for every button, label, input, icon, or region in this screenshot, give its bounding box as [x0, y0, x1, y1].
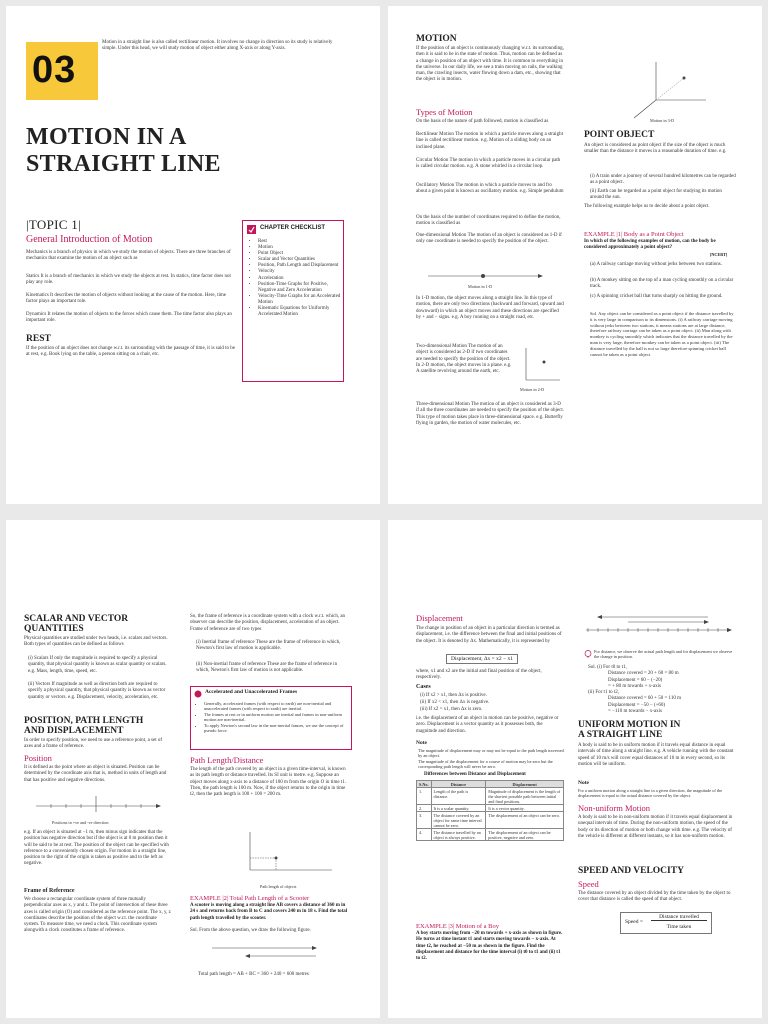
example3-solution-line: (ii) For t1 to t2, — [588, 690, 619, 696]
point-object-text: An object is considered as point object if the size of the object is much smaller than the distance it moves in a reasonable duration of time. e.g. — [584, 143, 727, 155]
mechanics-text: Mechanics is a branch of physics in which we study the motion of objects. There are three branches of mechanics that examine the motion of an object such as — [26, 250, 231, 262]
note-1: The magnitude of displacement may or may not be equal to the path length traversed by an object. — [418, 748, 564, 759]
three-d-caption: Motion in 3-D — [650, 118, 675, 123]
chapter-intro: Motion in a straight line is also called rectilinear motion. It involves no change in direction so its study is relatively simple. Under this head, we will study motion of object either along X-axis or along Y-axis. — [102, 40, 333, 52]
accelerated-frames-item: • Generally, accelerated frames (with respect to earth) are non-inertial and unaccelerated frames (with respect to earth) are inertial. — [204, 701, 354, 712]
statics-text: Statics It is a branch of mechanics in which we study the objects at rest. In statics, time factor does not play any role. — [26, 274, 231, 286]
lightbulb-icon — [584, 650, 592, 658]
uniform-heading-line2: A STRAIGHT LINE — [578, 730, 663, 740]
checklist-item: • Motion — [258, 245, 346, 251]
position-number-line — [36, 792, 166, 820]
table-cell: The distance covered by an object for same time interval cannot be zero. — [431, 812, 486, 829]
table-cell: The displacement of an object can be positive, negative and zero. — [486, 829, 564, 841]
position-figure-caption: Positions in +ve and -ve direction — [52, 820, 109, 825]
coords-text: On the basis of the number of coordinates required to define the motion, motion is classified as — [416, 215, 561, 227]
example3-solution-line: Displacement = 60 − (−20) — [608, 677, 663, 683]
table-row — [417, 805, 564, 812]
topic-title: General Introduction of Motion — [26, 234, 153, 245]
one-d-text: One-dimensional Motion The motion of an object is considered as 1-D if only one coordinate is needed to specify the position of the object. — [416, 233, 562, 245]
example3-solution-line: Sol. (i) For t0 to t1, — [588, 665, 627, 670]
example3-solution-line: = + 80 m towards + x-axis — [608, 683, 661, 689]
checklist-item: • Kinematic Equations for Uniformly Accelerated Motion — [258, 306, 346, 318]
speed-text: The distance covered by an object divided by the time taken by the object to cover that distance is called the speed of that object. — [578, 891, 731, 903]
circular-text: Circular Motion The motion in which a particle moves in a circular path is called circular motion. e.g. A stone whirled in a circular loop. — [416, 158, 561, 170]
non-uniform-subheading: Non-uniform Motion — [578, 803, 651, 813]
position-text: It is defined as the point where an object is situated. Position can be determined by the coordinate axis that is, method in units of length and that has positive and negative directions. — [24, 765, 167, 783]
types-text: On the basis of the nature of path followed, motion is classified as — [416, 119, 549, 124]
note-heading: Note — [416, 740, 427, 746]
table-title: Differences between Distance and Displacement — [424, 772, 526, 777]
info-icon — [194, 690, 202, 698]
frame-text: We choose a rectangular coordinate system of three mutually perpendicular axes as x, y and z. The point of intersection of these three axes is called origin (O) and considered as the reference point. The x, y, z coordinates describe the position of the object w.r.t. the coordinate system. To measure time, we need a clock. This coordinate system alongwith a clock constitutes a frame of reference. — [24, 897, 171, 934]
example3-solution — [588, 665, 734, 715]
position-intro-text: In order to specify position, we need to use a reference point, a set of axes and a frame of reference. — [24, 738, 163, 750]
table-cell: The distance travelled by an object is always positive. — [431, 829, 486, 841]
displacement-equation: Displacement, Δx = x2 − x1 — [446, 654, 518, 664]
chapter-title-line1: MOTION IN A — [26, 124, 187, 150]
kinematics-text: Kinematics It describes the motion of objects without looking at the cause of the motion. Here, time factor plays an important role. — [26, 293, 226, 305]
cases-text: i.e. the displacement of an object in motion can be positive, negative or zero. Displacement is a vector quantity as it possesses both, the magnitude and direction. — [416, 716, 559, 734]
frame-text-2: So, the frame of reference is a coordinate system with a clock w.r.t. which, an observer can describe the position, displacement, acceleration of an object. Frame of reference are of two types — [190, 614, 346, 632]
note-2: The magnitude of the displacement for a course of motion may be zero but the corresponding path length will never be zero. — [418, 759, 553, 770]
checklist-item: • Position-Time Graphs for Positive, Negative and Zero Acceleration — [258, 282, 346, 294]
path-length-text: The length of the path covered by an object in a given time-interval, is known as its path length or distance travelled. Its SI unit is metre. e.g. Suppose an object moves along x-axis to a distance of 100 m from the origin O in time t1. Then, the path length is 100 m. Now, if the object returns to the origin in time t2, then the path length is 100 + 100 = 200 m. — [190, 767, 346, 798]
position-heading-line2: AND DISPLACEMENT — [24, 726, 124, 736]
path-length-figure — [236, 830, 336, 882]
point-object-heading: POINT OBJECT — [584, 130, 655, 140]
table-cell: 3. — [417, 812, 432, 829]
displacement-subheading: Displacement — [416, 613, 463, 623]
example1-option-b: (b) A monkey sitting on the top of a man cycling smoothly on a circular track. — [590, 278, 734, 290]
page-3 — [6, 520, 380, 1018]
checklist-item: • Point Object — [258, 251, 346, 257]
frame-heading: Frame of Reference — [24, 888, 75, 894]
checklist-icon — [247, 225, 257, 235]
example3-solution-line: Displacement = −50 − (+60) — [608, 702, 666, 708]
scalar-text: Physical quantities are studied under two heads, i.e. scalars and vectors. Both types of quantities can be defined as follows — [24, 636, 168, 648]
chapter-number: 03 — [32, 49, 77, 91]
rest-text: If the position of an object does not change w.r.t. its surrounding with the passage of time, it is said to be at rest, e.g. Book lying on the table, a person sitting on a chair, etc. — [26, 346, 235, 358]
uniform-text: A body is said to be in uniform motion if it travels equal distance in equal intervals of time along a straight line. e.g. A vehicle running with the constant speed of 10 m/s will cover equal distances of 10 m in every second, so its motion will be uniform. — [578, 743, 734, 767]
position-heading-line1: POSITION, PATH LENGTH — [24, 716, 144, 726]
example3-question: A boy starts moving from −20 m towards + x-axis as shown in figure. He turns at time instant t1 and starts moving towards − x-axis. At time t2, he reached at −50 m as shown in the figure. Find the displacement and distance for the time interval (i) t0 to t1 and (ii) t1 to t2. — [416, 931, 563, 962]
case-3: (iii) If x2 = x1, then Δx is zero. — [420, 707, 483, 712]
dynamics-text: Dynamics It relates the motion of objects to the forces which cause them. The time factor also plays an important role. — [26, 312, 232, 324]
example1-option-a: (a) A railway carriage moving without jerks between two stations. — [590, 262, 722, 267]
table-cell: The displacement of an object can be zero. — [486, 812, 564, 829]
accelerated-frames-box — [190, 686, 352, 750]
table-cell: It is a vector quantity. — [486, 805, 564, 812]
example3-figure-note: For distance, we observe the actual path length and for displacement we observe the change in position. — [594, 649, 733, 660]
table-row — [417, 788, 564, 805]
note2-heading: Note — [578, 780, 589, 786]
point-object-item-1: (i) A train under a journey of several hundred kilometres can be regarded as a point object. — [590, 174, 736, 186]
position-text-2: e.g. If an object is situated at −1 m, then minus sign indicates that the position has negative direction but if the object is at 0 m position then it will be said to be at rest. The position of the object can be specified with reference to a conveniently chosen origin. For motion in a straight line, position to the right of the origin is taken as positive and to the left as negative. — [24, 830, 169, 867]
checklist-title: CHAPTER CHECKLIST — [260, 225, 326, 231]
example1-tag: [NCERT] — [710, 252, 728, 257]
table-row — [417, 829, 564, 841]
scalar-heading-line2: QUANTITIES — [24, 624, 84, 634]
position-subheading: Position — [24, 753, 52, 763]
table-header-row — [417, 781, 564, 788]
table-cell: Magnitude of displacement is the length of the shortest possible path between initial and final positions. — [486, 788, 564, 805]
example1-question: In which of the following examples of motion, can the body be considered approximately a point object? — [584, 239, 716, 251]
example3-solution-line: = −110 m towards − x-axis — [608, 709, 662, 715]
path-length-subheading: Path Length/Distance — [190, 755, 264, 765]
example3-title: EXAMPLE |3| Motion of a Boy — [416, 923, 499, 930]
cases-heading: Cases — [416, 684, 431, 690]
example3-figure — [584, 612, 734, 642]
three-d-text: Three-dimensional Motion The motion of an object is considered as 3-D if all the three coordinates are needed to specify the position of the object. This type of motion takes place in three-dimensional space. e.g. Butterfly flying in garden, the motion of water molecules, etc. — [416, 402, 565, 426]
accelerated-frames-item: • The frames at rest or in uniform motion are inertial and frames in non-uniform motion are non-inertial. — [204, 712, 354, 723]
table-row — [417, 812, 564, 829]
speed-formula-denominator: Time taken — [666, 924, 692, 930]
non-inertial-frame-text: (ii) Non-inertial frame of reference These are the frame of reference in which, Newton's first law of motion is not applicable. — [196, 662, 338, 674]
note2-text: For a uniform motion along a straight line in a given direction, the magnitude of the displacement is equal to the actual distance covered by the object. — [578, 788, 723, 799]
table-header-cell: Displacement — [486, 781, 564, 788]
checklist-items — [251, 239, 346, 318]
path-length-caption: Path length of objects — [260, 884, 297, 889]
types-heading: Types of Motion — [416, 107, 473, 117]
chapter-number-badge — [26, 42, 98, 100]
two-d-text: Two-dimensional Motion The motion of an object is considered as 2-D if two coordinates are needed to specify the position of the object. In 2-D motion, the object moves in a plane. e.g. A satellite revolving around the earth, etc. — [416, 344, 512, 375]
three-d-figure — [626, 60, 716, 120]
speed-velocity-heading: SPEED AND VELOCITY — [578, 866, 684, 876]
table-cell: 2. — [417, 805, 432, 812]
speed-subheading: Speed — [578, 879, 599, 889]
scalars-text: (i) Scalars If only the magnitude is required to specify a physical quantity, that physical quantity is known as scalar quantity or scalars. e.g. Mass, length, time, speed, etc. — [28, 656, 167, 674]
page-4 — [388, 520, 762, 1018]
table-cell: 1. — [417, 788, 432, 805]
inertial-frame-text: (i) Inertial frame of reference These are the frame of reference in which, Newton's first law of motion is applicable. — [196, 640, 341, 652]
table-header-cell: Distance — [431, 781, 486, 788]
table-cell: Length of the path is distance. — [431, 788, 486, 805]
displacement-text-2: where, x1 and x2 are the initial and final position of the object, respectively. — [416, 669, 542, 681]
example2-solution: Sol. From the above question, we draw the following figure. — [190, 928, 311, 933]
point-object-item-2: (ii) Earth can be regarded as a point object for studying its motion around the sun. — [590, 189, 722, 201]
case-2: (ii) If x2 < x1, then Δx is negative. — [420, 700, 490, 705]
motion-heading: MOTION — [416, 34, 457, 44]
checklist-item: • Position, Path Length and Displacement — [258, 263, 346, 269]
example3-solution-line: Distance covered = 20 + 60 = 80 m — [608, 671, 679, 677]
example1-title: EXAMPLE |1| Body as a Point Object — [584, 231, 684, 238]
two-d-figure — [522, 346, 562, 386]
example2-figure — [206, 938, 326, 966]
page-2 — [388, 6, 762, 504]
chapter-checklist-box — [242, 220, 344, 382]
checklist-item: • Velocity — [258, 269, 346, 275]
oscillatory-text: Oscillatory Motion The motion in which a particle moves to and fro about a given point is known as oscillatory motion. e.g. Simple pendulum — [416, 183, 564, 195]
rest-heading: REST — [26, 334, 51, 344]
example1-solution: Sol. Any object can be considered as a point object if the distance travelled by it is very large in comparison to its dimensions. (i) A railway carriage moving without jerks between two stations, it means stations are at large distance, therefore railway carriage can be taken as a point object. (ii) Man along with monkey is cycling smoothly which indicates that the distance travelled by the man is very large, therefore monkey can be taken as a point object. (iii) The distance travelled by the ball is not so large therefore spinning cricket ball cannot be taken as a point object. — [590, 311, 734, 357]
topic-label: |TOPIC 1| — [26, 217, 81, 232]
case-1: (i) If x2 > x1, then Δx is positive. — [420, 693, 487, 698]
speed-formula-left: Speed = — [625, 919, 643, 925]
two-d-caption: Motion in 2-D — [520, 387, 545, 392]
scalar-heading-line1: SCALAR AND VECTOR — [24, 614, 129, 624]
table-cell: 4. — [417, 829, 432, 841]
displacement-text: The change in position of an object in a particular direction is termed as displacement, i.e. the difference between the final and initial positions of the object. It is denoted by Δx. Mathematically, it is represented by — [416, 626, 562, 644]
table-cell: It is a scalar quantity. — [431, 805, 486, 812]
vectors-text: (ii) Vectors If magnitude as well as direction both are required to specify a physical quantity, that physical quantity is known as vector quantity or vectors. e.g. Displacement, velocity, acceleration, etc. — [28, 682, 166, 700]
motion-text: If the position of an object is continuously changing w.r.t. its surrounding, then it is said to be in the state of motion. Thus, motion can be defined as a change in position of an object with time. It is common to everything in the universe. In our daily life, we see a train moving on rails, the walking man, the crawling insects, water flowing down a dam, etc., showing that the object is in motion. — [416, 46, 564, 83]
uniform-heading-line1: UNIFORM MOTION IN — [578, 720, 681, 730]
table-header-cell: S.No. — [417, 781, 432, 788]
example2-question: A scooter is moving along a straight line AB covers a distance of 360 m in 24 s and returns back from B to C and covers 240 m in 18 s. Find the total path length travelled by the scooter. — [190, 903, 348, 921]
accelerated-frames-items — [197, 701, 354, 733]
checklist-item: • Acceleration — [258, 276, 346, 282]
speed-formula-box — [620, 912, 712, 934]
example3-solution-line: Distance covered = 60 + 50 = 110 m — [608, 696, 681, 702]
chapter-title-line2: STRAIGHT LINE — [26, 151, 221, 177]
one-d-caption: Motion in 1-D — [468, 284, 493, 289]
example2-title: EXAMPLE |2| Total Path Length of a Scooter — [190, 895, 310, 902]
checklist-item: • Rest — [258, 239, 346, 245]
example1-option-c: (c) A spinning cricket ball that turns sharply on hitting the ground. — [590, 294, 723, 299]
point-object-more: The following example helps us to decide about a point object. — [584, 204, 710, 209]
page-1 — [6, 6, 380, 504]
rectilinear-text: Rectilinear Motion The motion in which a particle moves along a straight line is called rectilinear motion. e.g. Motion of a sliding body on an inclined plane. — [416, 132, 563, 150]
one-d-more-text: In 1-D motion, the object moves along a straight line. In this type of motion, there are only two directions (backward and forward, upward and downward) in which an object moves and these directions are specified by + and − signs. e.g. A boy running on a straight road, etc. — [416, 296, 564, 320]
accelerated-frames-item: • To apply Newton's second law in the non-inertial frames, we use the concept of pseudo force. — [204, 723, 354, 734]
checklist-item: • Scalar and Vector Quantities — [258, 257, 346, 263]
accelerated-frames-title: Accelerated and Unaccelerated Frames — [205, 689, 298, 695]
example2-answer: Total path length = AB + BC = 360 + 240 = 600 metres — [198, 972, 309, 977]
checklist-item: • Velocity-Time Graphs for an Accelerated Motion — [258, 294, 346, 306]
distance-displacement-table — [416, 780, 564, 841]
speed-formula-numerator: Distance travelled — [651, 914, 707, 921]
non-uniform-text: A body is said to be in non-uniform motion if it travels equal displacement in unequal intervals of time. During the non-uniform motion, the speed of the body or its direction of motion or both change with time. e.g. The velocity of the vehicle is different at different instants, so it has non-uniform motion. — [578, 815, 733, 839]
